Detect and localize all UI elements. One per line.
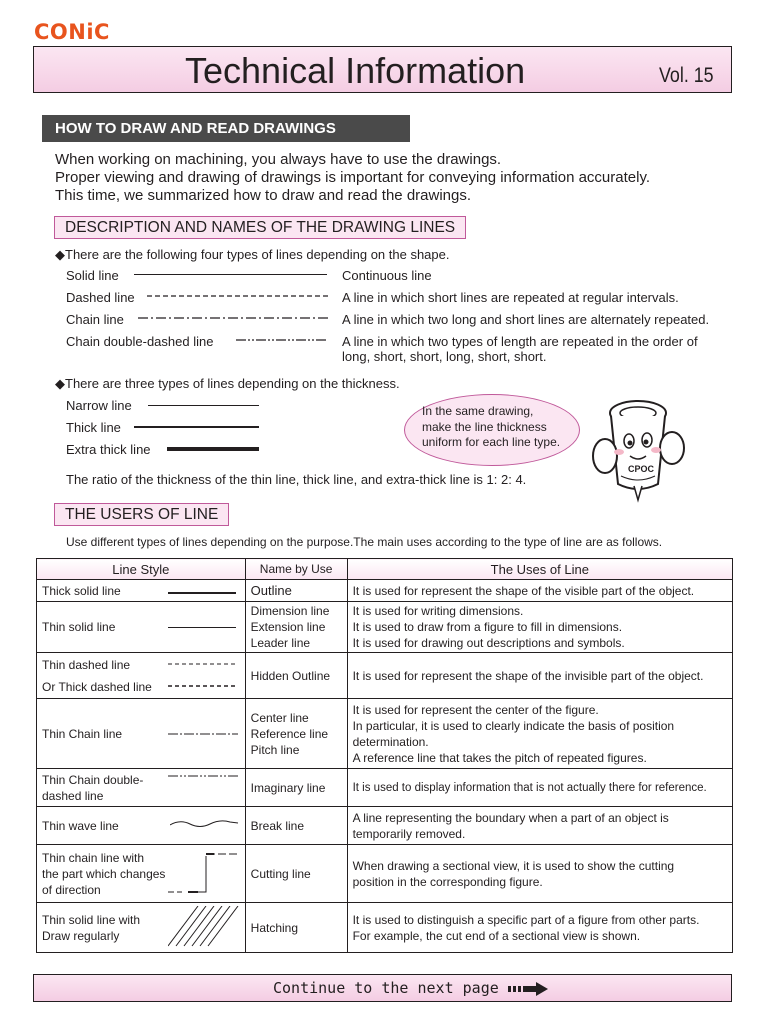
table-row	[37, 845, 733, 903]
solid-line-sample	[134, 274, 327, 275]
header-uses: The Uses of Line	[347, 559, 732, 580]
header-name-by-use: Name by Use	[245, 559, 347, 580]
thick-line-sample	[134, 426, 259, 428]
name-cell: Hidden Outline	[245, 653, 347, 699]
table-row	[37, 769, 733, 807]
intro-line: When working on machining, you always have to use the drawings.	[55, 151, 502, 168]
thickness-line-name: Narrow line	[66, 398, 132, 413]
extra-thick-line-sample	[167, 447, 259, 451]
uses-cell: When drawing a sectional view, it is used to show the cutting position in the corresponding figure.	[347, 845, 732, 903]
name-cell: Cutting line	[245, 845, 347, 903]
uses-intro: Use different types of lines depending on the purpose.The main uses according to the type of line are as follows.	[66, 535, 663, 549]
name-cell: Hatching	[245, 903, 347, 953]
wave-sample	[170, 817, 240, 831]
name-cell: Imaginary line	[245, 769, 347, 807]
uses-cell: It is used for represent the shape of the visible part of the object.	[347, 580, 732, 602]
intro-line: Proper viewing and drawing of drawings is important for conveying information accurately.	[55, 169, 651, 186]
style-cell: Thin dashed line Or Thick dashed line	[37, 653, 246, 699]
uses-cell: It is used to display information that is not actually there for reference.	[347, 769, 732, 807]
uses-cell: It is used for writing dimensions. It is used to draw from a figure to fill in dimensions. It is used for drawing out descriptions and symbols.	[347, 602, 732, 653]
dashed-samples	[168, 660, 238, 690]
shape-line-name: Chain line	[66, 312, 124, 327]
thickness-intro: ◆There are three types of lines depending on the thickness.	[55, 376, 400, 391]
style-cell: Thin solid line with Draw regularly	[37, 903, 246, 953]
shape-line-name: Dashed line	[66, 290, 135, 305]
thin-chain-sample	[168, 731, 238, 737]
mascot-label: CPOC	[628, 464, 655, 474]
uses-cell: It is used to distinguish a specific part of a figure from other parts. For example, the cut end of a sectional view is shown.	[347, 903, 732, 953]
shape-line-name: Solid line	[66, 268, 119, 283]
arrow-right-icon	[508, 982, 550, 996]
bubble-line: uniform for each line type.	[422, 435, 561, 449]
name-cell: Dimension line Extension line Leader line	[245, 602, 347, 653]
shape-line-desc-cont: long, short, short, long, short, short.	[342, 349, 547, 364]
shape-line-desc: A line in which two long and short lines are alternately repeated.	[342, 312, 710, 327]
table-row	[37, 903, 733, 953]
volume-label: Vol. 15	[659, 64, 714, 87]
name-cell: Outline	[245, 580, 347, 602]
intro-line: This time, we summarized how to draw and read the drawings.	[55, 187, 472, 204]
bubble-line: make the line thickness	[422, 419, 547, 434]
thickness-line-name: Extra thick line	[66, 442, 151, 457]
section-title-description: DESCRIPTION AND NAMES OF THE DRAWING LINES	[54, 216, 466, 239]
uses-cell: It is used for represent the shape of the invisible part of the object.	[347, 653, 732, 699]
shape-line-desc: A line in which short lines are repeated at regular intervals.	[342, 290, 679, 305]
section-title-how-to: HOW TO DRAW AND READ DRAWINGS	[42, 115, 410, 142]
table-row	[37, 807, 733, 845]
table-row	[37, 602, 733, 653]
dashed-line-sample	[147, 292, 329, 300]
page-title: Technical Information	[185, 50, 526, 91]
shape-line-desc: Continuous line	[342, 268, 432, 283]
conic-logo: CONiC	[34, 20, 110, 44]
table-row	[37, 653, 733, 699]
continue-next-page[interactable]: Continue to the next page	[273, 979, 499, 997]
bubble-text	[422, 404, 560, 451]
line-uses-table	[36, 558, 733, 953]
chain-line-sample	[138, 314, 328, 322]
uses-cell: It is used for represent the center of the figure. In particular, it is used to clearly indicate the basis of position determination. A reference line that takes the pitch of repeated figures.	[347, 699, 732, 769]
style-cell: Thin wave line	[37, 807, 246, 845]
intro-text	[55, 151, 650, 205]
chain-double-sample	[168, 773, 238, 779]
header-line-style: Line Style	[37, 559, 246, 580]
name-cell: Break line	[245, 807, 347, 845]
uses-cell: A line representing the boundary when a part of an object is temporarily removed.	[347, 807, 732, 845]
mascot-drill-character	[588, 396, 688, 506]
shape-intro: ◆There are the following four types of lines depending on the shape.	[55, 247, 450, 262]
name-cell: Center line Reference line Pitch line	[245, 699, 347, 769]
narrow-line-sample	[148, 405, 259, 406]
bubble-line: In the same drawing,	[422, 404, 534, 418]
style-cell: Thick solid line	[37, 580, 246, 602]
style-cell: Thin Chain double- dashed line	[37, 769, 246, 807]
thickness-line-name: Thick line	[66, 420, 121, 435]
style-cell: Thin chain line with the part which changes of direction	[37, 845, 246, 903]
shape-line-name: Chain double-dashed line	[66, 334, 214, 349]
table-row	[37, 699, 733, 769]
style-cell: Thin Chain line	[37, 699, 246, 769]
table-header-row	[37, 559, 733, 580]
shape-line-desc: A line in which two types of length are repeated in the order of	[342, 334, 698, 349]
thickness-ratio: The ratio of the thickness of the thin line, thick line, and extra-thick line is 1: 2: 4.	[66, 472, 527, 487]
section-title-uses: THE USERS OF LINE	[54, 503, 229, 526]
hatching-sample	[168, 906, 240, 950]
style-cell: Thin solid line	[37, 602, 246, 653]
cutting-line-sample	[168, 850, 240, 896]
thick-solid-sample	[168, 592, 236, 594]
thin-solid-sample	[168, 627, 236, 628]
table-row	[37, 580, 733, 602]
chain-double-dashed-sample	[236, 336, 328, 344]
